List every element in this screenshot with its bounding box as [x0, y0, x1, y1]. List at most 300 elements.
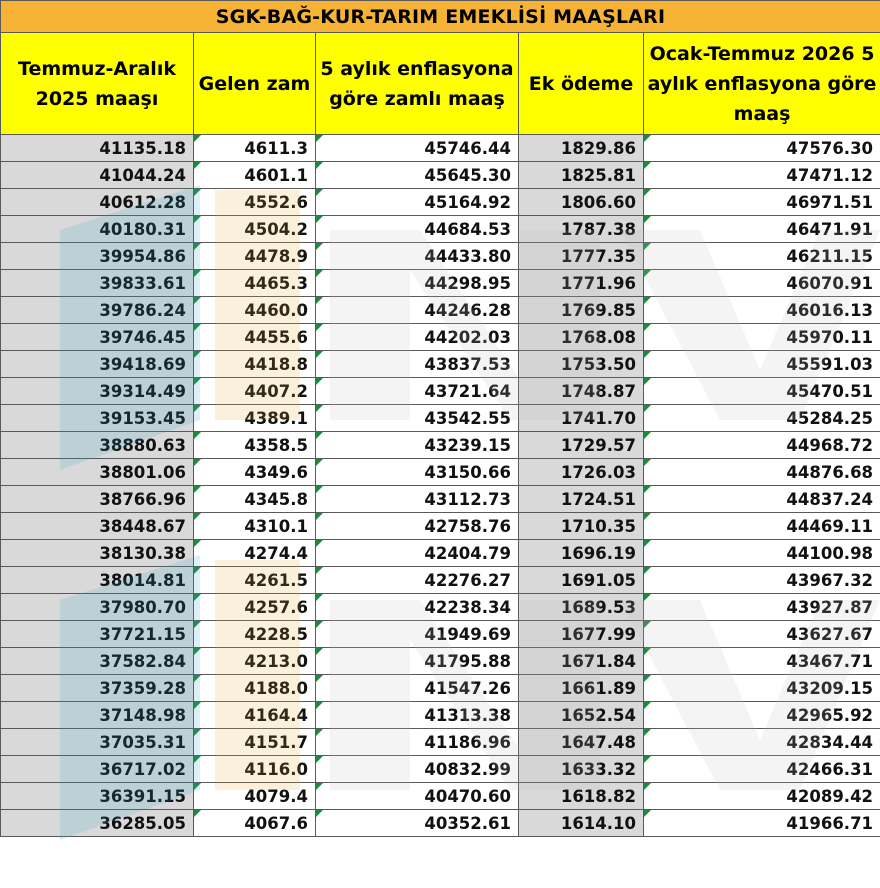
cell-marker-icon — [316, 729, 323, 736]
cell-extra-payment — [519, 162, 644, 189]
cell-marker-icon — [194, 378, 201, 385]
cell-value: 4310.1 — [244, 516, 308, 536]
cell-salary-2026 — [644, 486, 880, 513]
table-row — [1, 675, 880, 702]
cell-marker-icon — [194, 270, 201, 277]
table-row — [1, 432, 880, 459]
cell-value: 46471.91 — [786, 219, 874, 239]
cell-extra-payment — [519, 621, 644, 648]
cell-value: 4418.8 — [244, 354, 308, 374]
cell-value: 42758.76 — [424, 516, 511, 536]
cell-value: 37035.31 — [99, 732, 186, 752]
table-row — [1, 648, 880, 675]
cell-value: 1724.51 — [560, 489, 636, 509]
cell-marker-icon — [316, 189, 323, 196]
cell-extra-payment — [519, 702, 644, 729]
cell-value: 4151.7 — [244, 732, 308, 752]
cell-salary-2026 — [644, 270, 880, 297]
cell-value: 4478.9 — [244, 246, 308, 266]
cell-raise — [194, 702, 316, 729]
table-row — [1, 567, 880, 594]
cell-marker-icon — [194, 810, 201, 817]
cell-extra-payment — [519, 135, 644, 162]
cell-salary-2026 — [644, 459, 880, 486]
table-row — [1, 405, 880, 432]
cell-value: 40612.28 — [99, 192, 186, 212]
cell-salary-2026 — [644, 702, 880, 729]
cell-value: 1771.96 — [560, 273, 636, 293]
cell-extra-payment — [519, 432, 644, 459]
cell-marker-icon — [194, 729, 201, 736]
cell-raised-salary — [316, 567, 519, 594]
cell-value: 43150.66 — [424, 462, 511, 482]
cell-salary-2025 — [1, 783, 194, 810]
cell-value: 44968.72 — [786, 435, 874, 455]
cell-marker-icon — [194, 432, 201, 439]
cell-marker-icon — [194, 189, 201, 196]
cell-value: 46070.91 — [786, 273, 874, 293]
cell-value: 42466.31 — [786, 759, 874, 779]
cell-salary-2025 — [1, 351, 194, 378]
cell-marker-icon — [316, 270, 323, 277]
cell-extra-payment — [519, 594, 644, 621]
table-row — [1, 297, 880, 324]
cell-marker-icon — [316, 648, 323, 655]
cell-marker-icon — [644, 621, 651, 628]
cell-value: 43967.32 — [786, 570, 874, 590]
cell-value: 40352.61 — [424, 813, 511, 833]
cell-marker-icon — [644, 351, 651, 358]
cell-raised-salary — [316, 270, 519, 297]
cell-salary-2026 — [644, 675, 880, 702]
cell-value: 1777.35 — [560, 246, 636, 266]
table-row — [1, 486, 880, 513]
cell-value: 45164.92 — [424, 192, 511, 212]
cell-value: 44246.28 — [424, 300, 511, 320]
cell-salary-2025 — [1, 405, 194, 432]
cell-marker-icon — [194, 648, 201, 655]
cell-marker-icon — [194, 621, 201, 628]
cell-marker-icon — [316, 324, 323, 331]
table-row — [1, 783, 880, 810]
cell-salary-2026 — [644, 594, 880, 621]
cell-value: 40832.99 — [424, 759, 511, 779]
cell-value: 41966.71 — [786, 813, 874, 833]
cell-extra-payment — [519, 486, 644, 513]
cell-salary-2025 — [1, 297, 194, 324]
cell-raised-salary — [316, 216, 519, 243]
cell-marker-icon — [644, 540, 651, 547]
cell-marker-icon — [194, 675, 201, 682]
cell-salary-2025 — [1, 729, 194, 756]
table-row — [1, 270, 880, 297]
cell-value: 36717.02 — [99, 759, 186, 779]
cell-marker-icon — [316, 540, 323, 547]
cell-value: 4407.2 — [244, 381, 308, 401]
cell-value: 42089.42 — [786, 786, 874, 806]
cell-marker-icon — [316, 567, 323, 574]
cell-raise — [194, 216, 316, 243]
cell-salary-2025 — [1, 513, 194, 540]
cell-marker-icon — [644, 756, 651, 763]
cell-raised-salary — [316, 513, 519, 540]
cell-marker-icon — [316, 621, 323, 628]
cell-extra-payment — [519, 675, 644, 702]
cell-salary-2025 — [1, 675, 194, 702]
cell-value: 44469.11 — [786, 516, 874, 536]
cell-value: 44433.80 — [424, 246, 511, 266]
cell-value: 4349.6 — [244, 462, 308, 482]
cell-raise — [194, 540, 316, 567]
cell-value: 4274.4 — [244, 543, 308, 563]
cell-value: 4460.0 — [244, 300, 308, 320]
cell-value: 42404.79 — [424, 543, 511, 563]
title-row — [1, 1, 880, 33]
cell-value: 36285.05 — [99, 813, 186, 833]
cell-salary-2026 — [644, 729, 880, 756]
cell-extra-payment — [519, 540, 644, 567]
cell-salary-2026 — [644, 648, 880, 675]
cell-salary-2025 — [1, 702, 194, 729]
cell-marker-icon — [644, 675, 651, 682]
cell-marker-icon — [316, 216, 323, 223]
cell-value: 41044.24 — [99, 165, 186, 185]
cell-marker-icon — [644, 189, 651, 196]
cell-value: 4358.5 — [244, 435, 308, 455]
cell-extra-payment — [519, 783, 644, 810]
cell-raise — [194, 378, 316, 405]
cell-value: 1633.32 — [560, 759, 636, 779]
cell-marker-icon — [644, 486, 651, 493]
cell-value: 4067.6 — [244, 813, 308, 833]
cell-value: 39746.45 — [99, 327, 186, 347]
cell-marker-icon — [644, 135, 651, 142]
cell-value: 1769.85 — [560, 300, 636, 320]
cell-marker-icon — [316, 513, 323, 520]
cell-value: 4504.2 — [244, 219, 308, 239]
cell-salary-2025 — [1, 621, 194, 648]
cell-marker-icon — [194, 405, 201, 412]
cell-value: 39786.24 — [99, 300, 186, 320]
cell-salary-2026 — [644, 567, 880, 594]
cell-raise — [194, 810, 316, 837]
cell-extra-payment — [519, 216, 644, 243]
cell-raise — [194, 162, 316, 189]
cell-marker-icon — [194, 783, 201, 790]
cell-salary-2025 — [1, 540, 194, 567]
cell-raise — [194, 594, 316, 621]
cell-salary-2025 — [1, 486, 194, 513]
cell-value: 4116.0 — [244, 759, 308, 779]
cell-value: 1748.87 — [560, 381, 636, 401]
table-row — [1, 594, 880, 621]
cell-raise — [194, 648, 316, 675]
cell-extra-payment — [519, 459, 644, 486]
cell-value: 1691.05 — [560, 570, 636, 590]
cell-value: 1806.60 — [560, 192, 636, 212]
table-row — [1, 378, 880, 405]
header-july-dec-2025-salary: Temmuz-Aralık 2025 maaşı — [1, 33, 194, 135]
cell-marker-icon — [644, 783, 651, 790]
cell-value: 38801.06 — [99, 462, 186, 482]
cell-value: 46211.15 — [786, 246, 874, 266]
cell-value: 4465.3 — [244, 273, 308, 293]
cell-value: 41313.38 — [424, 705, 511, 725]
cell-salary-2026 — [644, 162, 880, 189]
cell-raised-salary — [316, 594, 519, 621]
cell-value: 44202.03 — [424, 327, 511, 347]
cell-raised-salary — [316, 702, 519, 729]
cell-raised-salary — [316, 810, 519, 837]
cell-extra-payment — [519, 729, 644, 756]
cell-salary-2026 — [644, 540, 880, 567]
cell-marker-icon — [316, 459, 323, 466]
cell-salary-2026 — [644, 621, 880, 648]
cell-raise — [194, 405, 316, 432]
cell-extra-payment — [519, 648, 644, 675]
cell-value: 43209.15 — [786, 678, 874, 698]
cell-value: 39314.49 — [99, 381, 186, 401]
cell-extra-payment — [519, 324, 644, 351]
cell-value: 38014.81 — [99, 570, 186, 590]
cell-value: 4552.6 — [244, 192, 308, 212]
table-row — [1, 513, 880, 540]
cell-value: 1825.81 — [560, 165, 636, 185]
cell-marker-icon — [644, 432, 651, 439]
cell-marker-icon — [194, 594, 201, 601]
cell-marker-icon — [194, 702, 201, 709]
cell-marker-icon — [194, 351, 201, 358]
table-row — [1, 162, 880, 189]
cell-marker-icon — [644, 162, 651, 169]
cell-value: 1614.10 — [560, 813, 636, 833]
cell-value: 44100.98 — [786, 543, 874, 563]
cell-marker-icon — [644, 243, 651, 250]
cell-extra-payment — [519, 243, 644, 270]
cell-salary-2025 — [1, 459, 194, 486]
cell-salary-2026 — [644, 432, 880, 459]
cell-raise — [194, 675, 316, 702]
cell-marker-icon — [316, 378, 323, 385]
cell-value: 4345.8 — [244, 489, 308, 509]
cell-extra-payment — [519, 405, 644, 432]
cell-value: 43627.67 — [786, 624, 874, 644]
cell-raised-salary — [316, 162, 519, 189]
cell-salary-2025 — [1, 756, 194, 783]
cell-raise — [194, 297, 316, 324]
cell-salary-2025 — [1, 594, 194, 621]
cell-value: 40180.31 — [99, 219, 186, 239]
cell-value: 37980.70 — [99, 597, 186, 617]
cell-salary-2026 — [644, 351, 880, 378]
cell-value: 39418.69 — [99, 354, 186, 374]
cell-value: 1671.84 — [560, 651, 636, 671]
cell-raise — [194, 756, 316, 783]
cell-marker-icon — [316, 351, 323, 358]
cell-marker-icon — [644, 405, 651, 412]
cell-salary-2025 — [1, 567, 194, 594]
cell-value: 44837.24 — [786, 489, 874, 509]
cell-salary-2025 — [1, 324, 194, 351]
cell-marker-icon — [194, 567, 201, 574]
cell-value: 4079.4 — [244, 786, 308, 806]
cell-marker-icon — [316, 783, 323, 790]
cell-marker-icon — [644, 270, 651, 277]
cell-value: 1696.19 — [560, 543, 636, 563]
cell-extra-payment — [519, 189, 644, 216]
cell-value: 43239.15 — [424, 435, 511, 455]
cell-value: 1647.48 — [560, 732, 636, 752]
cell-salary-2026 — [644, 513, 880, 540]
cell-value: 42238.34 — [424, 597, 511, 617]
cell-raised-salary — [316, 378, 519, 405]
cell-raised-salary — [316, 351, 519, 378]
cell-marker-icon — [644, 513, 651, 520]
cell-extra-payment — [519, 351, 644, 378]
cell-value: 1652.54 — [560, 705, 636, 725]
cell-value: 41135.18 — [99, 138, 186, 158]
cell-value: 1741.70 — [560, 408, 636, 428]
cell-salary-2026 — [644, 405, 880, 432]
cell-salary-2026 — [644, 810, 880, 837]
cell-value: 37582.84 — [99, 651, 186, 671]
cell-raised-salary — [316, 756, 519, 783]
cell-value: 42965.92 — [786, 705, 874, 725]
cell-value: 43542.55 — [424, 408, 511, 428]
cell-salary-2025 — [1, 189, 194, 216]
cell-value: 4213.0 — [244, 651, 308, 671]
cell-marker-icon — [316, 594, 323, 601]
cell-raised-salary — [316, 459, 519, 486]
cell-salary-2025 — [1, 270, 194, 297]
cell-value: 44684.53 — [424, 219, 511, 239]
cell-value: 41949.69 — [424, 624, 511, 644]
cell-value: 1661.89 — [560, 678, 636, 698]
cell-marker-icon — [316, 135, 323, 142]
cell-raised-salary — [316, 135, 519, 162]
cell-extra-payment — [519, 270, 644, 297]
table-row — [1, 702, 880, 729]
cell-marker-icon — [194, 243, 201, 250]
table-row — [1, 189, 880, 216]
cell-raise — [194, 486, 316, 513]
table-row — [1, 324, 880, 351]
cell-value: 38880.63 — [99, 435, 186, 455]
cell-marker-icon — [316, 486, 323, 493]
cell-marker-icon — [316, 297, 323, 304]
cell-value: 45470.51 — [786, 381, 874, 401]
table-row — [1, 621, 880, 648]
cell-raise — [194, 621, 316, 648]
cell-salary-2025 — [1, 432, 194, 459]
table-row — [1, 135, 880, 162]
cell-value: 4188.0 — [244, 678, 308, 698]
cell-salary-2025 — [1, 810, 194, 837]
cell-value: 38766.96 — [99, 489, 186, 509]
cell-salary-2025 — [1, 243, 194, 270]
cell-raise — [194, 135, 316, 162]
table-row — [1, 216, 880, 243]
cell-value: 1726.03 — [560, 462, 636, 482]
cell-value: 45970.11 — [786, 327, 874, 347]
cell-raise — [194, 324, 316, 351]
cell-marker-icon — [644, 378, 651, 385]
table-row — [1, 729, 880, 756]
cell-salary-2025 — [1, 378, 194, 405]
table-row — [1, 540, 880, 567]
cell-value: 4228.5 — [244, 624, 308, 644]
cell-value: 46016.13 — [786, 300, 874, 320]
cell-raise — [194, 432, 316, 459]
cell-marker-icon — [644, 216, 651, 223]
cell-value: 1618.82 — [560, 786, 636, 806]
cell-raised-salary — [316, 432, 519, 459]
cell-marker-icon — [644, 810, 651, 817]
cell-marker-icon — [316, 675, 323, 682]
cell-value: 4611.3 — [244, 138, 308, 158]
cell-extra-payment — [519, 378, 644, 405]
cell-marker-icon — [316, 702, 323, 709]
cell-value: 38130.38 — [99, 543, 186, 563]
cell-value: 36391.15 — [99, 786, 186, 806]
cell-marker-icon — [644, 594, 651, 601]
cell-salary-2026 — [644, 378, 880, 405]
table-row — [1, 351, 880, 378]
cell-salary-2025 — [1, 216, 194, 243]
cell-raise — [194, 351, 316, 378]
cell-salary-2026 — [644, 216, 880, 243]
cell-marker-icon — [644, 648, 651, 655]
cell-value: 44298.95 — [424, 273, 511, 293]
cell-value: 1689.53 — [560, 597, 636, 617]
cell-value: 39153.45 — [99, 408, 186, 428]
cell-marker-icon — [194, 459, 201, 466]
cell-value: 43467.71 — [786, 651, 874, 671]
cell-marker-icon — [644, 567, 651, 574]
cell-value: 45746.44 — [424, 138, 511, 158]
cell-value: 1787.38 — [560, 219, 636, 239]
cell-value: 42276.27 — [424, 570, 511, 590]
cell-value: 4601.1 — [244, 165, 308, 185]
cell-raise — [194, 729, 316, 756]
header-raise: Gelen zam — [194, 33, 316, 135]
cell-value: 43721.64 — [424, 381, 511, 401]
cell-marker-icon — [644, 702, 651, 709]
cell-value: 42834.44 — [786, 732, 874, 752]
table-title: SGK-BAĞ-KUR-TARIM EMEKLİSİ MAAŞLARI — [1, 1, 880, 33]
cell-raised-salary — [316, 783, 519, 810]
cell-value: 45284.25 — [786, 408, 874, 428]
cell-marker-icon — [316, 432, 323, 439]
cell-value: 1829.86 — [560, 138, 636, 158]
cell-value: 4164.4 — [244, 705, 308, 725]
cell-value: 1677.99 — [560, 624, 636, 644]
cell-marker-icon — [194, 297, 201, 304]
cell-extra-payment — [519, 567, 644, 594]
cell-raised-salary — [316, 189, 519, 216]
cell-value: 4257.6 — [244, 597, 308, 617]
cell-raised-salary — [316, 540, 519, 567]
cell-raise — [194, 243, 316, 270]
cell-marker-icon — [644, 297, 651, 304]
cell-raised-salary — [316, 243, 519, 270]
cell-value: 4389.1 — [244, 408, 308, 428]
cell-marker-icon — [644, 459, 651, 466]
cell-value: 38448.67 — [99, 516, 186, 536]
cell-value: 43927.87 — [786, 597, 874, 617]
cell-value: 1710.35 — [560, 516, 636, 536]
cell-value: 1729.57 — [560, 435, 636, 455]
